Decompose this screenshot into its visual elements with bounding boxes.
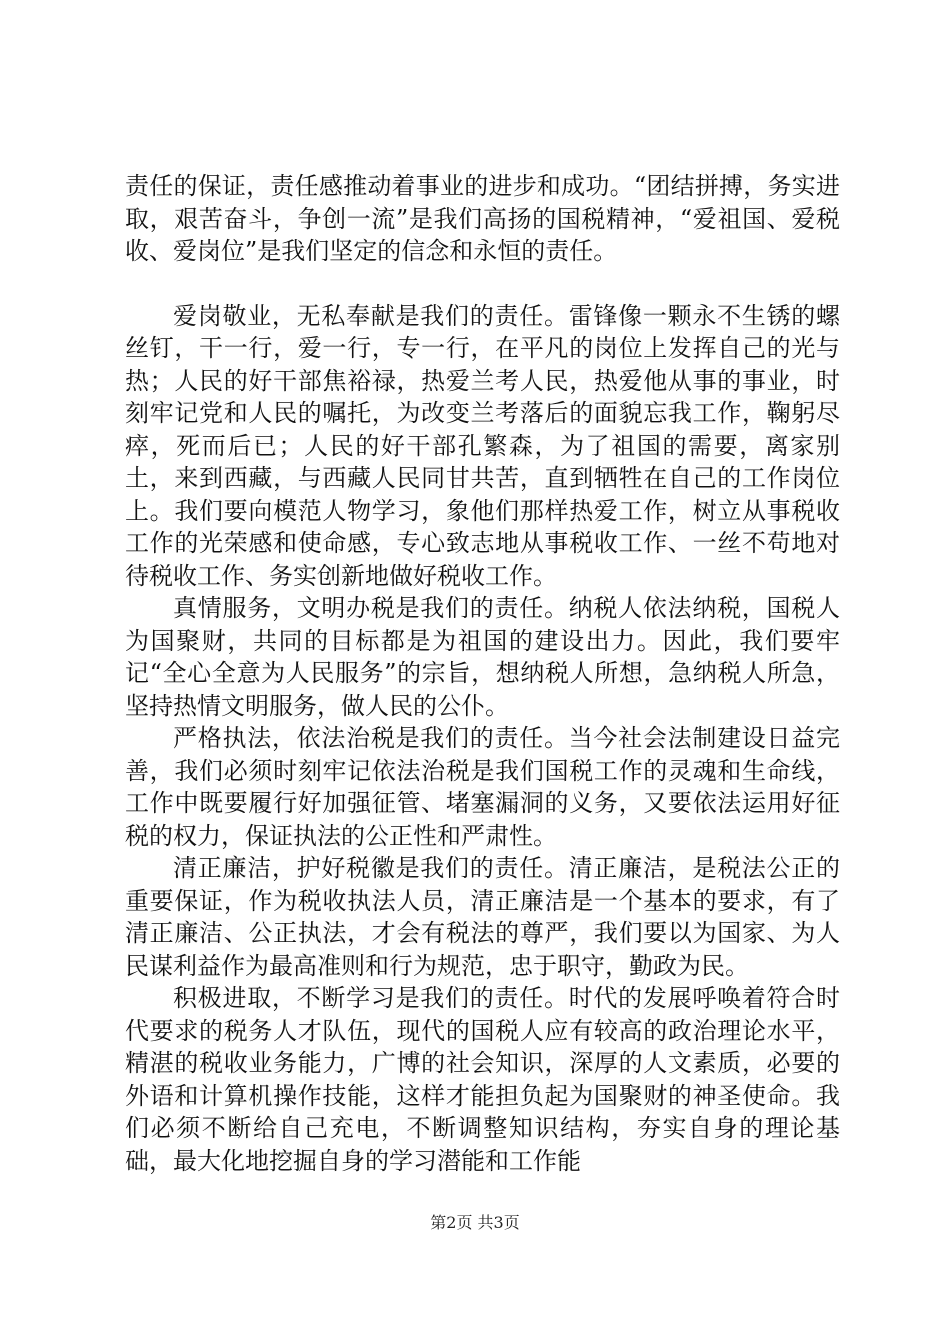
paragraph-service: 真情服务，文明办税是我们的责任。纳税人依法纳税，国税人为国聚财，共同的目标都是为祖国的建设出力。因此，我们要牢记“全心全意为人民服务”的宗旨，想纳税人所想，急纳税人所急，坚持热情文明服务，做人民的公仆。 <box>125 594 840 720</box>
document-body <box>125 170 840 1177</box>
paragraph-intro: 责任的保证，责任感推动着事业的进步和成功。“团结拼搏，务实进取，艰苦奋斗，争创一流”是我们高扬的国税精神，“爱祖国、爱税收、爱岗位”是我们坚定的信念和永恒的责任。 <box>125 172 840 265</box>
paragraph-dedication: 爱岗敬业，无私奉献是我们的责任。雷锋像一颗永不生锈的螺丝钉，干一行，爱一行，专一行，在平凡的岗位上发挥自己的光与热；人民的好干部焦裕禄，热爱兰考人民，热爱他从事的事业，时刻牢记党和人民的嘱托，为改变兰考落后的面貌忘我工作，鞠躬尽瘁，死而后已；人民的好干部孔繁森，为了祖国的需要，离家别土，来到西藏，与西藏人民同甘共苦，直到牺牲在自己的工作岗位上。我们要向模范人物学习，象他们那样热爱工作，树立从事税收工作的光荣感和使命感，专心致志地从事税收工作、一丝不苟地对待税收工作、务实创新地做好税收工作。 <box>125 301 840 590</box>
paragraph-law-enforcement: 严格执法，依法治税是我们的责任。当今社会法制建设日益完善，我们必须时刻牢记依法治税是我们国税工作的灵魂和生命线，工作中既要履行好加强征管、堵塞漏洞的义务，又要依法运用好征税的权力，保证执法的公正性和严肃性。 <box>125 724 840 850</box>
paragraph-learning: 积极进取，不断学习是我们的责任。时代的发展呼唤着符合时代要求的税务人才队伍，现代的国税人应有较高的政治理论水平，精湛的税收业务能力，广博的社会知识，深厚的人文素质，必要的外语和计算机操作技能，这样才能担负起为国聚财的神圣使命。我们必须不断给自己充电，不断调整知识结构，夯实自身的理论基础，最大化地挖掘自身的学习潜能和工作能 <box>125 984 840 1175</box>
page-number-footer: 第2页 共3页 <box>430 1213 520 1232</box>
paragraph-integrity: 清正廉洁，护好税徽是我们的责任。清正廉洁，是税法公正的重要保证，作为税收执法人员，清正廉洁是一个基本的要求，有了清正廉洁、公正执法，才会有税法的尊严，我们要以为国家、为人民谋利益作为最高准则和行为规范，忠于职守，勤政为民。 <box>125 854 840 980</box>
